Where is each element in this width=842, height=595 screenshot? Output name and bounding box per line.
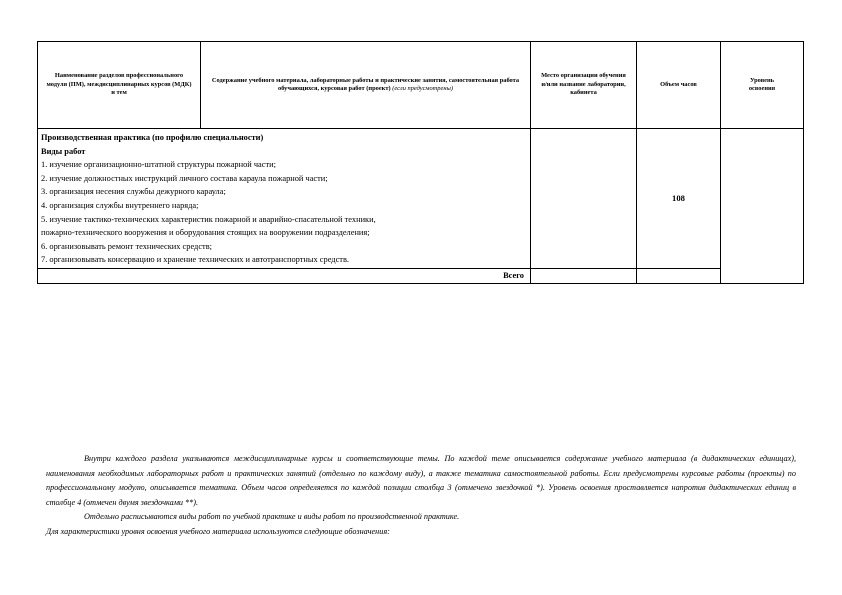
total-hours-cell xyxy=(637,268,721,283)
list-item: 2. изучение должностных инструкций личного состава караула пожарной части; xyxy=(41,173,328,183)
practice-plan-table xyxy=(37,41,804,284)
total-label: Всего xyxy=(38,268,531,283)
list-item: 1. изучение организационно-штатной структуры пожарной части; xyxy=(41,160,276,170)
header-sections: Наименование разделов профессионального модуля (ПМ), междисциплинарных курсов (МДК) и тем xyxy=(38,42,201,129)
list-item: 5. изучение тактико-технических характеристик пожарной и аварийно-спасательной техники, xyxy=(41,214,376,224)
location-cell xyxy=(531,129,637,269)
total-row xyxy=(38,268,804,283)
content-cell xyxy=(38,129,531,269)
footer-notes xyxy=(46,452,796,539)
hours-cell: 108 xyxy=(637,129,721,269)
total-location-cell xyxy=(531,268,637,283)
footer-paragraph-2: Отдельно расписываются виды работ по учебной практике и виды работ по производственной практике. xyxy=(84,512,460,521)
footer-paragraph-3: Для характеристики уровня освоения учебного материала используются следующие обозначения: xyxy=(46,526,390,536)
practice-title: Производственная практика (по профилю специальности) xyxy=(41,133,264,142)
header-location: Место организации обучения и/или название лаборатории, кабинета xyxy=(531,42,637,129)
header-content-main: Содержание учебного материала, лабораторные работы и практические занятия, самостоятельная работа обучающихся, курсовая работ (проект) xyxy=(211,76,520,92)
header-hours: Объем часов xyxy=(637,42,721,129)
table-header-row xyxy=(38,42,804,129)
list-item: 7. организовывать консервацию и хранение технических и автотранспортных средств. xyxy=(41,255,349,265)
list-item: 4. организация службы внутреннего наряда; xyxy=(41,200,199,210)
list-item: 3. организация несения службы дежурного караула; xyxy=(41,187,226,197)
header-content-note: (если предусмотрены) xyxy=(392,85,453,92)
header-level: Уровень освоения xyxy=(721,42,804,129)
list-item: 6. организовывать ремонт технических средств; xyxy=(41,241,212,251)
level-cell xyxy=(721,129,804,284)
work-types-heading: Виды работ xyxy=(41,146,86,156)
list-item: пожарно-технического вооружения и оборудования стоящих на вооружении подразделения; xyxy=(41,228,370,238)
header-content xyxy=(201,42,531,129)
content-row xyxy=(38,129,804,269)
footer-paragraph-1: Внутри каждого раздела указываются междисциплинарные курсы и соответствующие темы. По каждой теме описывается содержание учебного материала (в дидактических единицах), наименования необходимых лабораторных работ и практических занятий (отдельно по каждому виду), а также тематика самостоятельной работы. Если предусмотрены курсовые работы (проекты) по профессиональному модулю, описывается тематика. Объем часов определяется по каждой позиции столбца 3 (отмечено звездочкой *). Уровень освоения проставляется напротив дидактических единиц в столбце 4 (отмечен двумя звездочками **). xyxy=(46,454,796,507)
